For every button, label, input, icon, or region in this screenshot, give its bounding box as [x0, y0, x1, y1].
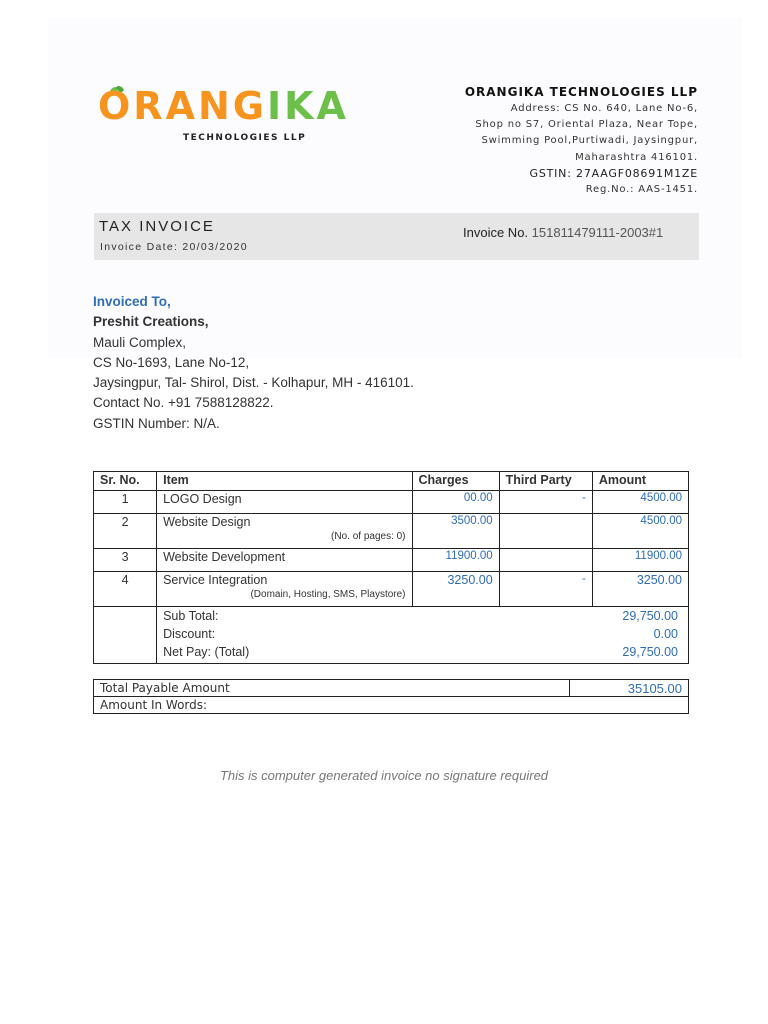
logo-subtitle: TECHNOLOGIES LLP	[183, 133, 307, 143]
company-name: ORANGIKA TECHNOLOGIES LLP	[464, 85, 698, 99]
payable-table	[93, 679, 689, 714]
items-table	[93, 471, 689, 664]
totals-row: Sub Total: 29,750.00 Discount: 0.00 Net Pay: (Total) 29,750.00	[94, 607, 689, 664]
table-row: 1 LOGO Design 00.00 - 4500.00	[94, 491, 689, 514]
billing-address: Invoiced To, Preshit Creations, Mauli Complex, CS No-1693, Lane No-12, Jaysingpur, Tal- Shirol, Dist. - Kolhapur, MH - 416101. Contact No. +91 7588128822. GSTIN Number: N/A.	[93, 294, 414, 431]
table-row: 4 Service Integration (Domain, Hosting, SMS, Playstore) 3250.00 - 3250.00	[94, 572, 689, 607]
invoice-date: Invoice Date: 20/03/2020	[100, 241, 248, 253]
payable-label: Total Payable Amount	[94, 680, 570, 697]
table-header: Sr. No. Item Charges Third Party Amount	[94, 472, 689, 491]
payable-value: 35105.00	[570, 680, 689, 697]
invoice-title: TAX INVOICE	[99, 218, 215, 235]
company-logo: ORANGIKA	[98, 84, 349, 128]
amount-in-words: Amount In Words:	[94, 697, 689, 714]
footer-note: This is computer generated invoice no signature required	[219, 768, 549, 783]
company-reg: Reg.No.: AAS-1451.	[585, 184, 698, 196]
company-gstin: GSTIN: 27AAGF08691M1ZE	[529, 166, 698, 180]
table-row: 3 Website Development 11900.00 11900.00	[94, 549, 689, 572]
table-row: 2 Website Design (No. of pages: 0) 3500.00 4500.00	[94, 514, 689, 549]
invoice-number: Invoice No. 151811479111-2003#1	[463, 225, 664, 240]
company-address: Address: CS No. 640, Lane No-6, Shop no S7, Oriental Plaza, Near Tope, Swimming Pool,Purtiwadi, Jaysingpur, Maharashtra 416101. GSTIN: 27AAGF08691M1ZE Reg.No.: AAS-1451.	[475, 101, 698, 198]
